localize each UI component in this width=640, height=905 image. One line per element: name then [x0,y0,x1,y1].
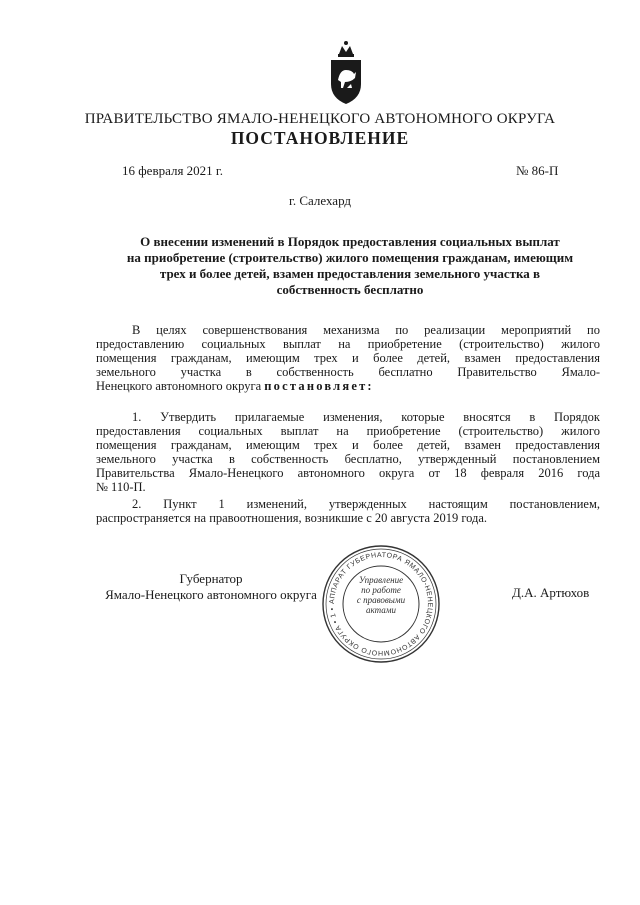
intro-last-line-text: Ненецкого автономного округа [96,379,262,393]
item-1-paragraph [96,410,600,494]
paragraph-line: предоставлению социальных выплат на приобретение (строительство) жилого [96,337,600,351]
position-line: Губернатор [179,571,243,586]
intro-paragraph [96,323,600,393]
paragraph-line: помещения гражданам, имеющим трех и более детей, взамен предоставления [96,351,600,365]
paragraph-line: 2. Пункт 1 изменений, утвержденных настоящим постановлением, [132,497,600,511]
document-title [90,234,610,298]
stamp-line: с правовыми [356,595,406,605]
paragraph-line: распространяется на правоотношения, возникшие с 20 августа 2019 года. [96,511,488,525]
government-name: ПРАВИТЕЛЬСТВО ЯМАЛО-НЕНЕЦКОГО АВТОНОМНОГО ОКРУГА [84,111,556,127]
resolves-word: постановляет: [264,379,374,393]
document-date: 16 февраля 2021 г. [122,163,224,178]
position-line: Ямало-Ненецкого автономного округа [105,587,317,602]
document-city: г. Салехард [288,193,352,208]
official-stamp [320,543,442,665]
document-type: ПОСТАНОВЛЕНИЕ [230,128,410,148]
paragraph-line: предоставления социальных выплат на приобретение (строительство) жилого [96,424,600,438]
paragraph-line [96,379,600,393]
title-line: О внесении изменений в Порядок предоставления социальных выплат [140,234,560,249]
signatory-position [96,571,326,603]
coat-of-arms-icon [325,40,367,108]
paragraph-line: № 110-П. [96,480,146,494]
item-2-paragraph [96,497,600,525]
paragraph-line: 1. Утвердить прилагаемые изменения, которые вносятся в Порядок [132,410,600,424]
title-line: трех и более детей, взамен предоставления земельного участка в [159,266,541,281]
title-line: собственность бесплатно [276,282,424,297]
stamp-ring-text: АППАРАТ ГУБЕРНАТОРА ЯМАЛО-НЕНЕЦКОГО АВТОНОМНОГО ОКРУГА • 1 • [328,551,434,657]
stamp-line: актами [366,605,396,615]
paragraph-line: земельного участка в собственность бесплатно Правительство Ямало- [96,365,600,379]
signatory-name: Д.А. Артюхов [512,585,590,600]
paragraph-line: земельного участка в собственность бесплатно, утвержденный постановлением [96,452,600,466]
document-number: № 86-П [516,163,559,178]
stamp-inner-text [320,575,442,615]
title-line: на приобретение (строительство) жилого помещения гражданам, имеющим [126,250,574,265]
paragraph-line: В целях совершенствования механизма по реализации мероприятий по [132,323,600,337]
stamp-line: Управление [358,575,404,585]
paragraph-line: помещения гражданам, имеющим трех и более детей, взамен предоставления [96,438,600,452]
stamp-line: по работе [361,585,401,595]
paragraph-line: Правительства Ямало-Ненецкого автономного округа от 18 февраля 2016 года [96,466,600,480]
